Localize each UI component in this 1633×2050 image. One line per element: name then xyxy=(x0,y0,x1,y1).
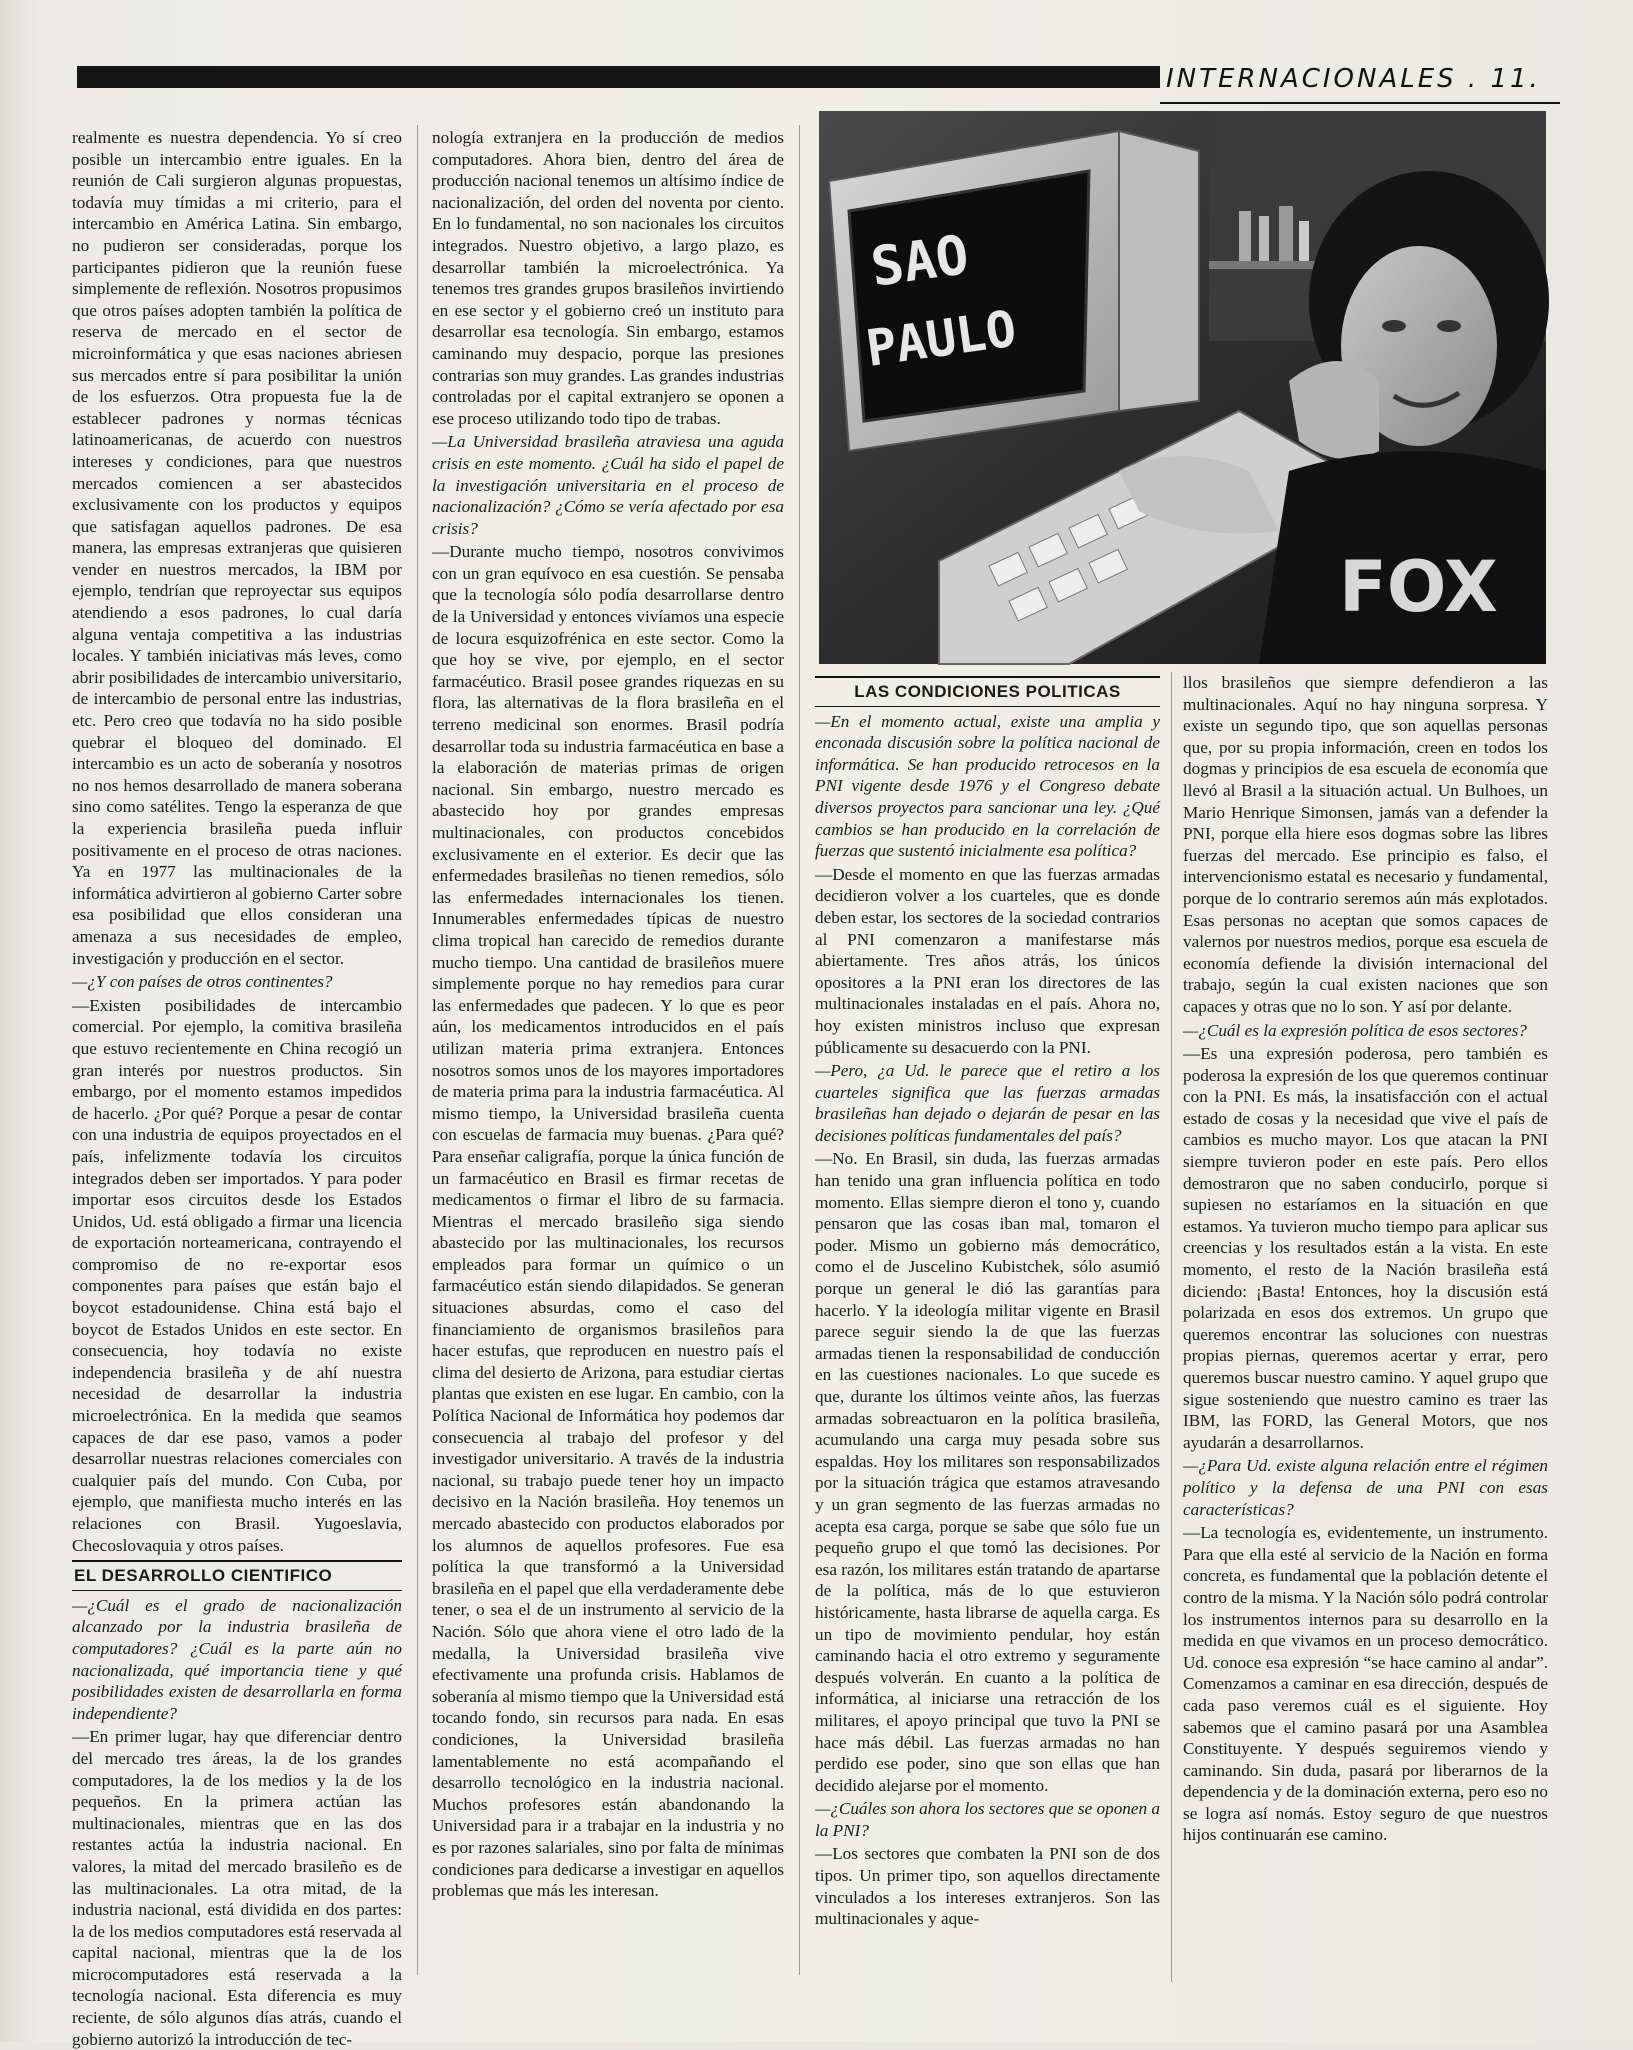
interview-question: —¿Cuál es la expresión política de esos sectores? xyxy=(1183,1020,1527,1040)
column-2 xyxy=(432,127,784,1977)
paragraph: —Durante mucho tiempo, nosotros convivimos con un gran equívoco en esa cuestión. Se pensaba que la tecnología sólo podía desarrollarse dentro de la Universidad y entonces vivíamos una especie de locura esquizofrénica en este sector. Como la que hoy se vive, por ejemplo, en el sector farmacéutico. Brasil posee grandes riquezas en su flora, las alternativas de la flora brasileña en el terreno medicinal son enormes. Brasil podría desarrollar toda su industria farmacéutica en base a la elaboración de materias primas de origen nacional. Sin embargo, nuestro mercado es abastecido hoy por grandes empresas multinacionales, con productos concebidos exclusivamente en el exterior. Es decir que las enfermedades brasileñas no tienen remedios, sólo las enfermedades internacionales los tienen. Innumerables enfermedades típicas de nuestro clima tropical han carecido de remedios durante mucho tiempo. Una cantidad de brasileños muere simplemente porque no hay remedios para curar las enfermedades que padecen. Y lo que es peor aún, los medicamentos introducidos en el país utilizan materia prima extranjera. Entonces nosotros somos unos de los mayores importadores de materia prima para la industria farmacéutica. Al mismo tiempo, la Universidad brasileña cuenta con escuelas de farmacia muy buenas. ¿Para qué? Para enseñar caligrafía, porque la única función de un farmacéutico en Brasil es firmar recetas de medicamentos o firmar el libro de su farmacia. Mientras el mercado brasileño siga siendo abastecido por las multinacionales, los recursos empleados para formar un químico o un farmacéutico están siendo dilapidados. Se generan situaciones absurdas, como el caso del financiamiento de organismos brasileños para hacer estufas, que reproducen en nuestro país el clima del desierto de Arizona, para estudiar ciertas plantas que existen en ese lugar. En cambio, con la Política Nacional de Informática hoy podemos dar consecuencia al trabajo del profesor y del investigador universitario. A través de la industria nacional, su trabajo puede tener hoy un impacto decisivo en la Nación brasileña. Hoy tenemos un mercado abastecido con productos elaborados por los alumnos de aquellos profesores. Fue esa política la que transformó a la Universidad brasileña en el papel que ella verdaderamente debe tener, o sea el de un instrumento al servicio de la Nación. Sólo que ahora viene el otro lado de la medalla, la Universidad brasileña vive efectivamente una profunda crisis. Hablamos de soberanía al mismo tiempo que la Universidad está tocando fondo, sin recursos para nada. En esas condiciones, la Universidad brasileña lamentablemente no está acompañando el desarrollo tecnológico en la industria nacional. Muchos profesores están abandonando la Universidad para ir a trabajar en la industria y no es por razones salariales, sino por falta de mínimas condiciones para dedicarse a investigar en aquellos problemas que más les interesan. xyxy=(432,542,784,1901)
paragraph: —En primer lugar, hay que diferenciar dentro del mercado tres áreas, la de los grandes computadores, la de los medios y la de los pequeños. En la primera actúan las multinacionales, mientras que en las dos restantes actúa la industria nacional. En valores, la mitad del mercado brasileño es de las multinacionales. La otra mitad, de la industria nacional, está dividida en dos partes: la de los medios computadores está reservada al capital nacional, mientras que la de los microcomputadores está reservada a la tecnología nacional. Esta diferencia es muy reciente, de sólo algunos días atrás, cuando el gobierno autorizó la introducción de tec- xyxy=(72,1727,402,2049)
interview-question: —En el momento actual, existe una amplia y enconada discusión sobre la política nacional de informática. Se han producido retrocesos en la PNI vigente desde 1976 y el Congreso debate diversos proyectos para sancionar una ley. ¿Qué cambios se han producido en la correlación de fuerzas que sustentó inicialmente esa política? xyxy=(815,711,1160,861)
interview-question: —¿Cuáles son ahora los sectores que se oponen a la PNI? xyxy=(815,1799,1160,1840)
interview-question: —¿Cuál es el grado de nacionalización alcanzado por la industria brasileña de computadores? ¿Cuál es la parte aún no nacionalizada, qué importancia tiene y qué posibilidades existen de desarrollarla en forma independiente? xyxy=(72,1595,402,1723)
section-heading-condiciones: LAS CONDICIONES POLITICAS xyxy=(815,676,1160,707)
paragraph: —Es una expresión poderosa, pero también es poderosa la expresión de los que queremos continuar con la PNI. Es más, la insatisfacción con el actual estado de cosas y la necesidad que vive el país de cambios es mucho mayor. Los que atacan la PNI siempre tuvieron poder en este país. Pero ellos demostraron que no saben conducirlo, porque si supiesen no estaríamos en la situación en que estamos. Ya tuvieron mucho tiempo para aplicar sus creencias y los resultados están a la vista. En este momento, el resto de la Nación brasileña está diciendo: ¡Basta! Entonces, hoy la discusión está polarizada en esos dos extremos. Un grupo que queremos encontrar las soluciones con nuestras propias piernas, queremos acertar y errar, pero queremos buscar nuestro camino. Y aquel grupo que sigue sosteniendo que nuestro camino es traer las IBM, las FORD, las General Motors, que nos ayudarán a desarrollarnos. xyxy=(1183,1044,1548,1452)
section-heading-desarrollo: EL DESARROLLO CIENTIFICO xyxy=(72,1560,402,1591)
column-1 xyxy=(72,127,402,2049)
paragraph: —La tecnología es, evidentemente, un instrumento. Para que ella esté al servicio de la Nación en forma concreta, es fundamental que la población detente el contro de la misma. Y la Nación sólo podrá controlar los instrumentos internos para su desarrollo en la medida en que vivamos en un proceso democrático. Ud. conoce esa expresión “se hace camino al andar”. Comenzamos a caminar en esa dirección, después de cada paso veremos cuál es el siguiente. Hoy sabemos que el camino pasará por una Asamblea Constituyente. Y después seguiremos viendo y caminando. Sin duda, pasará por liberarnos de la dependencia y de la dominación externa, pero eso no se logra así nomás. Estoy seguro de que nuestros hijos continuarán ese camino. xyxy=(1183,1523,1548,1845)
interview-question: —La Universidad brasileña atraviesa una aguda crisis en este momento. ¿Cuál ha sido el papel de la investigación universitaria en el proceso de nacionalización? ¿Cómo se vería afectado por esa crisis? xyxy=(432,432,784,538)
paragraph: —Los sectores que combaten la PNI son de dos tipos. Un primer tipo, son aquellos directamente vinculados a los intereses extranjeros. Son las multinacionales y aque- xyxy=(815,1844,1160,1929)
paragraph: llos brasileños que siempre defendieron a las multinacionales. Aquí no hay ninguna sorpresa. Y existe un segundo tipo, que son aquellas personas que, por su propia información, creen en todos los dogmas y principios de esa escuela de economía que llevó al Brasil a la situación actual. Un Bulhoes, un Mario Henrique Simonsen, jamás van a defender la PNI, porque ella hiere esos dogmas sobre las libres fuerzas del mercado. Ese principio es falso, el intervencionismo estatal es necesario y fundamental, porque de lo contrario seremos aún más explotados. Esas personas no aceptan que somos capaces de valernos por nuestros medios, porque esa escuela de economía defiende la división internacional del trabajo, según la cual existen naciones que son capaces y otras que no lo son. Y así por delante. xyxy=(1183,673,1548,1016)
interview-question: —¿Para Ud. existe alguna relación entre el régimen político y la defensa de una PNI con esas características? xyxy=(1183,1456,1548,1519)
interview-question: —Pero, ¿a Ud. le parece que el retiro a los cuarteles significa que las fuerzas armadas brasileñas han dejado o dejarán de pesar en las decisiones políticas fundamentales del país? xyxy=(815,1061,1160,1145)
paragraph: nología extranjera en la producción de medios computadores. Ahora bien, dentro del área de producción nacional tenemos un altísimo índice de nacionalización, del orden del noventa por ciento. En lo fundamental, no son nacionales los circuitos integrados. Nuestro objetivo, a largo plazo, es desarrollar también la microelectrónica. Ya tenemos tres grandes grupos brasileños invirtiendo en ese sector y el gobierno creó un instituto para desarrollar esa tecnología. Sin embargo, estamos caminando muy despacio, porque las presiones contrarias son muy grandes. Las grandes industrias controladas por el capital extranjero se oponen a ese proceso utilizando todo tipo de trabas. xyxy=(432,128,784,428)
shirt-text: FOX xyxy=(1339,546,1498,628)
screen-text-sao: SAO xyxy=(867,222,973,299)
paragraph: realmente es nuestra dependencia. Yo sí creo posible un intercambio entre iguales. En la reunión de Cali surgieron algunas propuestas, todavía muy tímidas a mi criterio, para el intercambio en América Latina. Sin embargo, no pudieron ser consideradas, porque los participantes pidieron que la reunión fuese simplemente de reflexión. Nosotros propusimos que otros países adopten también la política de reserva de mercado en el sector de microinformática y que esas naciones abriesen sus mercados entre sí para posibilitar la unión de los esfuerzos. Otra propuesta fue la de establecer padrones y normas técnicas latinoamericanas, de acuerdo con nuestros intereses y condiciones, para que nuestros mercados comiencen a ser abastecidos exclusivamente con los productos y equipos que satisfagan aquellos padrones. De esa manera, las empresas extranjeras que quisieren vender en nuestros mercados, la IBM por ejemplo, tendrían que reproyectar sus equipos atendiendo a esos padrones, lo cual daría alguna ventaja competitiva a las industrias locales. Y también iniciativas más leves, como abrir posibilidades de intercambio universitario, de intercambio de personal entre las industrias, etc. Pero creo que todavía no ha sido posible quebrar el bloqueo del dominado. El intercambio es un acto de soberanía y nosotros no nos hemos desarrollado de manera soberana sino como satélites. Tengo la esperanza de que la experiencia brasileña pueda influir positivamente en el proceso de otras naciones. Ya en 1977 las multinacionales de la informática advirtieron al gobierno Carter sobre esa posibilidad que ellos consideran una amenaza a sus necesidades de empleo, investigación y producción en el sector. xyxy=(72,128,402,968)
column-rule xyxy=(799,125,800,1975)
screen-text-paulo: PAULO xyxy=(862,299,1020,378)
column-rule xyxy=(417,125,418,1975)
paragraph: —Existen posibilidades de intercambio comercial. Por ejemplo, la comitiva brasileña que estuvo recientemente en China recogió un gran interés por nuestros productos. Sin embargo, por el momento estamos impedidos de hacerlo. ¿Por qué? Porque a pesar de contar con una industria de equipos proyectados en el país, infelizmente todavía los circuitos integrados deben ser importados. Y para poder importar esos circuitos desde los Estados Unidos, Ud. está obligado a firmar una licencia de exportación norteamericana, contrayendo el compromiso de no re-exportar esos componentes para países que están bajo el boycot estadounidense. China está bajo el boycot de Estados Unidos en este sector. En consecuencia, hoy todavía no existe independencia brasileña y de ahí nuestra necesidad de desarrollar la industria microelectrónica. En la medida que seamos capaces de dar ese paso, vamos a poder desarrollar nuestras relaciones comerciales con cualquier país del mundo. Con Cuba, por ejemplo, que manifiesta mucho interés en las relaciones con Brasil. Yugoeslavia, Checoslovaquia y otros países. xyxy=(72,995,402,1555)
column-4 xyxy=(1183,672,1548,1982)
column-rule xyxy=(1171,672,1172,1982)
interview-question: —¿Y con países de otros continentes? xyxy=(72,972,333,992)
column-3 xyxy=(815,672,1160,1972)
photo-boy-at-computer xyxy=(819,111,1546,664)
header-bar xyxy=(77,66,1160,88)
paragraph: —Desde el momento en que las fuerzas armadas decidieron volver a los cuarteles, que es donde deben estar, los sectores de la sociedad contrarios al PNI comenzaron a manifestarse más abiertamente. Tres años atrás, los únicos opositores a la PNI eran los directores de las multinacionales instaladas en el país. Ahora no, hoy existen ministros incluso que expresan públicamente su desacuerdo con la PNI. xyxy=(815,864,1160,1057)
section-label: INTERNACIONALES . 11. xyxy=(1160,64,1560,104)
paragraph: —No. En Brasil, sin duda, las fuerzas armadas han tenido una gran influencia política en todo momento. Ellas siempre dieron el tono y, cuando pensaron que las cosas iban mal, tomaron el poder. Mismo un gobierno más democrático, como el de Juscelino Kubistchek, sólo asumió porque un general le dió las garantías para hacerlo. Y la ideología militar vigente en Brasil parece seguir siendo la de que las fuerzas armadas tienen la responsabilidad de conducción en las cuestiones nacionales. Lo que sucede es que, durante los últimos veinte años, las fuerzas armadas sobreactuaron en la política brasileña, acumulando una carga muy pesada sobre sus espaldas. Hoy los militares son responsabilizados por la situación trágica que estamos atravesando y un gran segmento de las fuerzas armadas no acepta esa carga, porque se sabe que sólo fue un pequeño grupo el que tomó las decisiones. Por esa razón, los militares están tratando de apartarse de la política, más de lo que estuvieron históricamente, hasta librarse de aquella carga. Es un tipo de movimiento pendular, hoy están caminando hacia el otro extremo y seguramente después volverán. En cuanto a la política de informática, al iniciarse una retracción de los militares, el apoyo principal que tuvo la PNI se hace más débil. Las fuerzas armadas no han perdido ese poder, sino que son ellas que han decidido alejarse por el momento. xyxy=(815,1149,1160,1795)
